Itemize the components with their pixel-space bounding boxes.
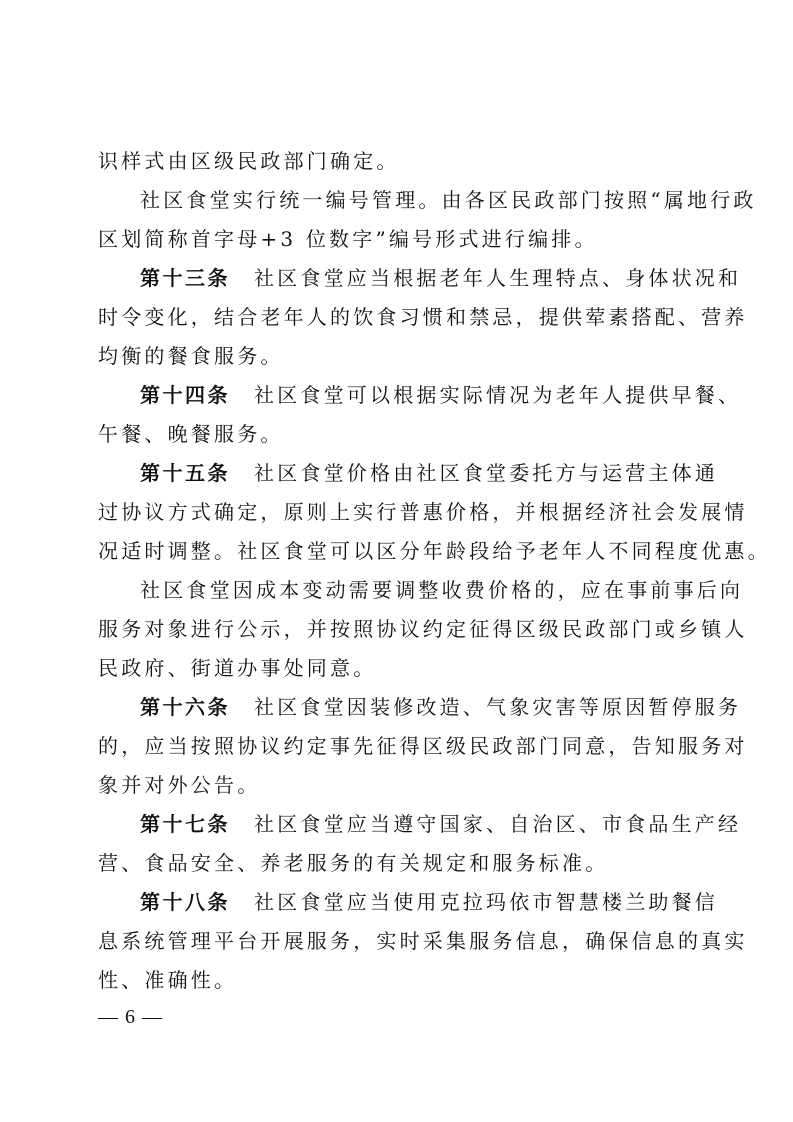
text-line: 社区食堂实行统一编号管理。由各区民政部门按照“属地行政 <box>140 188 757 212</box>
text-line: 社区食堂应当使用克拉玛依市智慧楼兰助餐信 <box>254 890 718 914</box>
text-line: 性、准确性。 <box>98 968 238 992</box>
text-line: 均衡的餐食服务。 <box>98 344 284 368</box>
article-13-first-line <box>140 258 742 298</box>
article-17-first-line <box>140 804 742 844</box>
article-14-first-line <box>140 375 742 415</box>
page-number: — 6 — <box>98 1006 163 1028</box>
article-18-first-line <box>140 882 718 922</box>
text-line: 营、食品安全、养老服务的有关规定和服务标准。 <box>98 851 609 875</box>
text-line: 社区食堂应当遵守国家、自治区、市食品生产经 <box>254 812 742 836</box>
text-line: 息系统管理平台开展服务，实时采集服务信息，确保信息的真实 <box>98 929 748 953</box>
text-line: 服务对象进行公示，并按照协议约定征得区级民政部门或乡镇人 <box>98 617 748 641</box>
article-16-first-line <box>140 687 742 727</box>
text-line: 社区食堂可以根据实际情况为老年人提供早餐、 <box>254 383 742 407</box>
article-number: 第十五条 <box>140 461 230 485</box>
text-line: 社区食堂价格由社区食堂委托方与运营主体通 <box>254 461 718 485</box>
article-number: 第十七条 <box>140 812 230 836</box>
text-line: 社区食堂应当根据老年人生理特点、身体状况和 <box>254 266 742 290</box>
text-line: 过协议方式确定，原则上实行普惠价格，并根据经济社会发展情 <box>98 500 748 524</box>
text-line: 的，应当按照协议约定事先征得区级民政部门同意，告知服务对 <box>98 734 748 758</box>
text-line: 象并对外公告。 <box>98 773 261 797</box>
article-number: 第十四条 <box>140 383 230 407</box>
text-line: 午餐、晚餐服务。 <box>98 422 284 446</box>
text-line: 社区食堂因成本变动需要调整收费价格的，应在事前事后向 <box>140 578 744 602</box>
article-number: 第十六条 <box>140 695 230 719</box>
article-number: 第十三条 <box>140 266 230 290</box>
text-line: 民政府、街道办事处同意。 <box>98 656 377 680</box>
article-number: 第十八条 <box>140 890 230 914</box>
article-15-first-line <box>140 453 718 493</box>
text-line: 况适时调整。社区食堂可以区分年龄段给予老年人不同程度优惠。 <box>98 539 771 563</box>
text-line: 区划简称首字母+3 位数字”编号形式进行编排。 <box>98 227 598 251</box>
text-line: 社区食堂因装修改造、气象灾害等原因暂停服务 <box>254 695 742 719</box>
text-line: 时令变化，结合老年人的饮食习惯和禁忌，提供荤素搭配、营养 <box>98 305 748 329</box>
text-line: 识样式由区级民政部门确定。 <box>98 149 400 173</box>
